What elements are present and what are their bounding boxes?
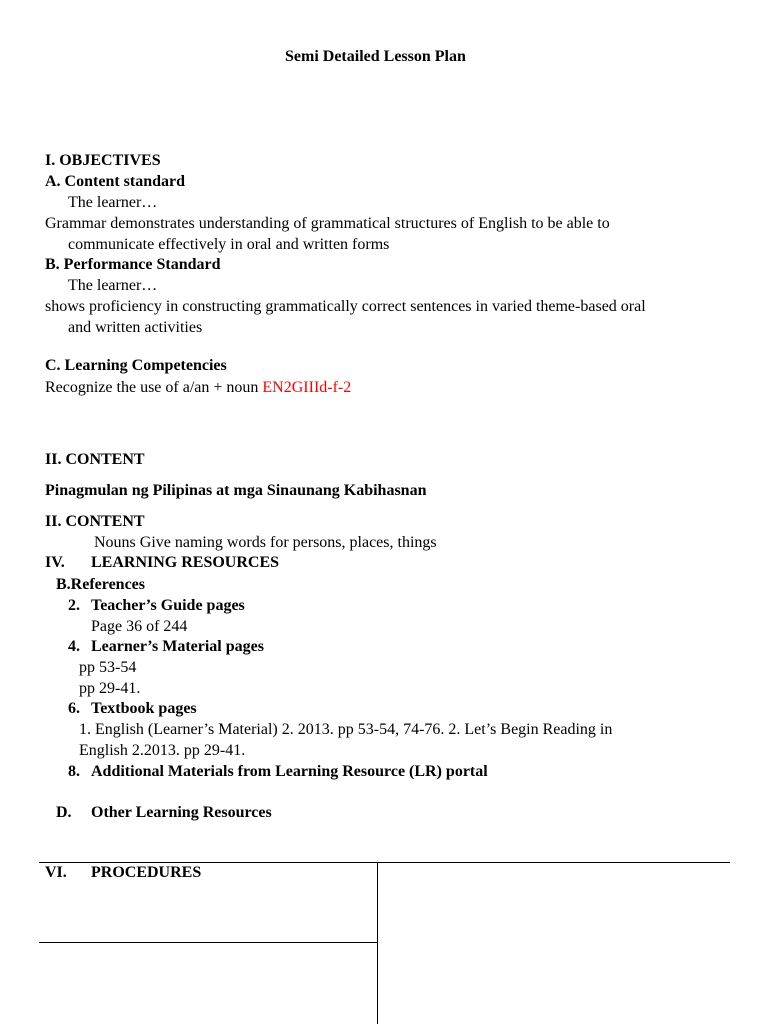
page-title: Semi Detailed Lesson Plan (285, 48, 466, 65)
procedures-label: PROCEDURES (91, 864, 202, 881)
other-resources-label: Other Learning Resources (91, 804, 272, 821)
learning-competencies-text: Recognize the use of a/an + noun (45, 379, 263, 396)
performance-standard-line1: shows proficiency in constructing grammatically correct sentences in varied theme-based oral (45, 298, 646, 315)
textbook-line-1: 1. English (Learner’s Material) 2. 2013. pp 53-54, 74-76. 2. Let’s Begin Reading in (79, 721, 613, 738)
textbook-line-2: English 2.2013. pp 29-41. (79, 742, 246, 759)
teachers-guide-value: Page 36 of 244 (91, 618, 188, 635)
teachers-guide-label: Teacher’s Guide pages (91, 597, 245, 614)
learners-material-label: Learner’s Material pages (91, 638, 264, 655)
table-row-divider (39, 942, 378, 943)
performance-standard-label: B. Performance Standard (45, 256, 221, 273)
content-standard-intro: The learner… (68, 194, 158, 211)
additional-materials-num: 8. (68, 763, 80, 780)
learners-material-num: 4. (68, 638, 80, 655)
learning-resources-heading: LEARNING RESOURCES (91, 554, 280, 571)
content-heading-second: II. CONTENT (45, 513, 145, 530)
content-standard-line1: Grammar demonstrates understanding of grammatical structures of English to be able to (45, 215, 610, 232)
content-nouns-text: Nouns Give naming words for persons, places, things (94, 534, 437, 551)
learners-material-value-1: pp 53-54 (79, 659, 137, 676)
procedures-num: VI. (45, 864, 67, 881)
learners-material-value-2: pp 29-41. (79, 680, 141, 697)
learning-resources-num: IV. (45, 554, 65, 571)
content-standard-label: A. Content standard (45, 173, 186, 190)
table-column-divider (377, 862, 378, 1024)
content-heading: II. CONTENT (45, 451, 145, 468)
textbook-label: Textbook pages (91, 700, 197, 717)
content-standard-line2: communicate effectively in oral and written forms (68, 236, 390, 253)
additional-materials-label: Additional Materials from Learning Resource (LR) portal (91, 763, 488, 780)
learning-competencies-line (45, 378, 351, 398)
other-resources-num: D. (56, 804, 72, 821)
competency-code: EN2GIIId-f-2 (262, 379, 352, 396)
performance-standard-intro: The learner… (68, 277, 158, 294)
textbook-num: 6. (68, 700, 80, 717)
performance-standard-line2: and written activities (68, 319, 203, 336)
content-subtitle: Pinagmulan ng Pilipinas at mga Sinaunang Kabihasnan (45, 482, 427, 499)
teachers-guide-num: 2. (68, 597, 80, 614)
learning-competencies-label: C. Learning Competencies (45, 357, 227, 374)
references-label: B.References (56, 576, 145, 593)
objectives-heading: I. OBJECTIVES (45, 152, 161, 169)
